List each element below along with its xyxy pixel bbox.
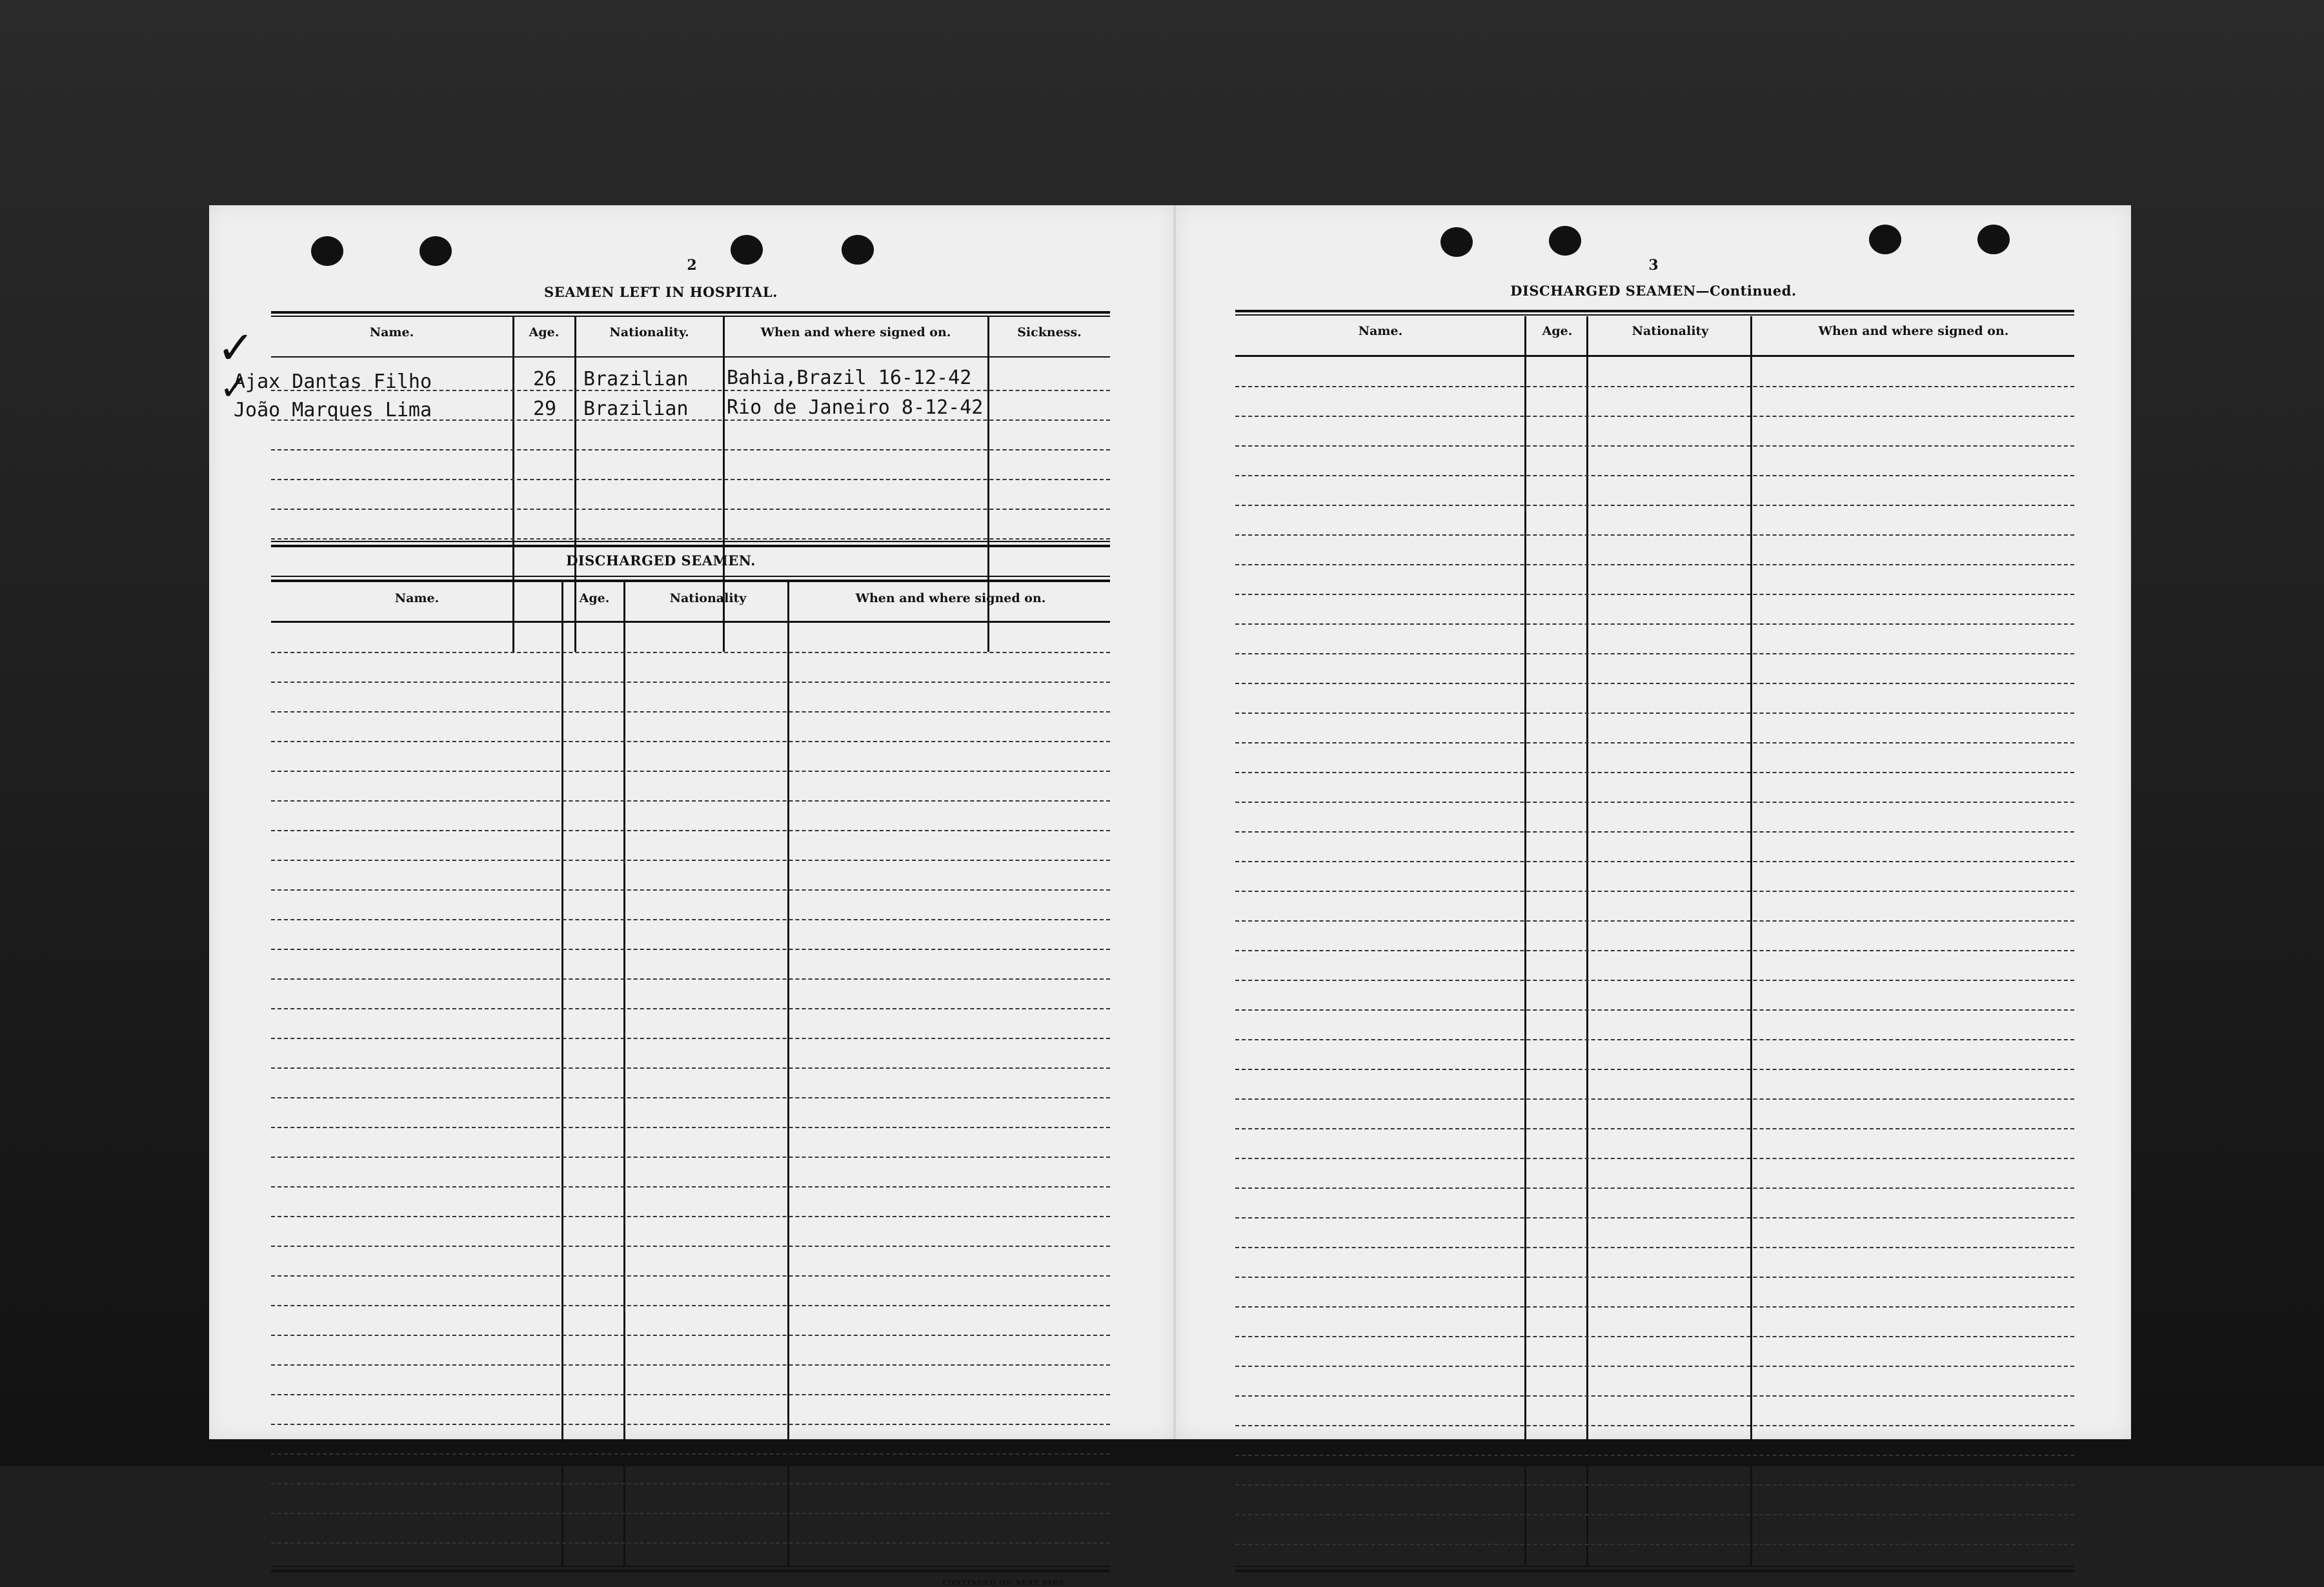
entry-nationality: Brazilian (583, 368, 689, 390)
header-age: Age. (529, 325, 560, 339)
row-line (1235, 980, 2074, 981)
row-line (271, 1394, 1110, 1395)
table-top-rule (271, 311, 1110, 314)
header-nationality: Nationality. (609, 325, 689, 339)
row-line (1235, 742, 2074, 743)
row-line (271, 1513, 1110, 1514)
row-line (271, 682, 1110, 683)
check-mark: ✓ (217, 321, 255, 374)
table-top-rule (271, 580, 1110, 582)
table-top-rule (1235, 314, 2074, 316)
row-line (1235, 683, 2074, 684)
row-line (271, 449, 1110, 450)
row-line (1235, 831, 2074, 833)
column-divider (1586, 316, 1588, 1567)
table-bottom-rule (1235, 1570, 2074, 1572)
row-line (271, 978, 1110, 980)
table-top-rule (271, 316, 1110, 317)
header-sickness: Sickness. (1017, 325, 1082, 339)
row-line (1235, 1188, 2074, 1189)
row-line (1235, 802, 2074, 803)
column-divider (787, 582, 789, 1567)
row-line (1235, 1484, 2074, 1486)
header-signed-on: When and where signed on. (1818, 324, 2009, 338)
row-line (1235, 1069, 2074, 1070)
row-line (1235, 594, 2074, 595)
entry-nationality: Brazilian (583, 398, 689, 420)
row-line (271, 1008, 1110, 1009)
row-line (271, 860, 1110, 861)
row-line (1235, 1455, 2074, 1456)
row-line (271, 1246, 1110, 1247)
discharged-section-title: DISCHARGED SEAMEN. (566, 552, 756, 569)
row-line (1235, 475, 2074, 476)
row-line (1235, 564, 2074, 565)
row-line (271, 1038, 1110, 1039)
row-line (1235, 1277, 2074, 1278)
header-bottom-rule (271, 356, 1110, 358)
row-line (271, 711, 1110, 713)
table-bottom-rule (271, 1570, 1110, 1572)
row-line (271, 509, 1110, 510)
row-line (271, 1305, 1110, 1306)
punch-hole (311, 236, 343, 266)
header-name: Name. (1358, 324, 1403, 338)
row-line (1235, 1098, 2074, 1100)
row-line (1235, 1217, 2074, 1218)
entry-name: João Marques Lima (234, 399, 432, 421)
punch-hole (419, 236, 452, 266)
row-line (271, 830, 1110, 831)
row-line (1235, 1336, 2074, 1337)
row-line (271, 1157, 1110, 1158)
row-line (1235, 1128, 2074, 1129)
row-line (1235, 534, 2074, 536)
row-line (271, 1453, 1110, 1455)
row-line (271, 652, 1110, 653)
row-line (271, 1424, 1110, 1425)
entry-age: 26 (533, 368, 557, 390)
row-line (271, 800, 1110, 802)
column-divider (623, 582, 625, 1567)
row-line (1235, 1544, 2074, 1545)
continued-note: CONTINUED ON NEXT PAGE. (942, 1579, 1068, 1587)
header-name: Name. (369, 325, 414, 339)
row-line (271, 771, 1110, 772)
punch-hole (842, 235, 874, 265)
page-number: 2 (687, 257, 697, 274)
row-line (1235, 1158, 2074, 1159)
row-line (1235, 713, 2074, 714)
row-line (1235, 1514, 2074, 1515)
header-bottom-rule (271, 621, 1110, 623)
row-line (1235, 891, 2074, 892)
row-line (1235, 1009, 2074, 1011)
row-line (271, 1186, 1110, 1188)
row-line (1235, 416, 2074, 417)
header-signed-on: When and where signed on. (760, 325, 951, 339)
left-page (209, 205, 1175, 1587)
row-line (271, 1483, 1110, 1484)
row-line (1235, 920, 2074, 922)
punch-hole (1549, 226, 1581, 256)
row-line (1235, 950, 2074, 951)
header-age: Age. (579, 591, 610, 605)
entry-signed-on: Rio de Janeiro 8-12-42 (727, 396, 984, 419)
header-nationality: Nationality (669, 591, 747, 605)
row-line (1235, 861, 2074, 862)
punch-hole (1869, 225, 1901, 254)
right-page (1176, 205, 2131, 1439)
column-divider (1750, 316, 1752, 1567)
row-line (1235, 1247, 2074, 1248)
section-divider-rule (271, 541, 1110, 542)
row-line (271, 1127, 1110, 1128)
row-line (271, 949, 1110, 950)
header-age: Age. (1542, 324, 1573, 338)
row-line (271, 538, 1110, 540)
row-line (271, 479, 1110, 480)
punch-hole (1440, 227, 1473, 257)
row-line (1235, 653, 2074, 654)
header-nationality: Nationality (1632, 324, 1709, 338)
row-line (1235, 1306, 2074, 1308)
punch-hole (731, 235, 763, 265)
row-line (271, 1067, 1110, 1069)
row-line (271, 1275, 1110, 1277)
row-line (271, 741, 1110, 742)
row-line (271, 1216, 1110, 1217)
column-divider (561, 582, 563, 1567)
header-signed-on: When and where signed on. (855, 591, 1046, 605)
table-top-rule (1235, 310, 2074, 312)
entry-name: Ajax Dantas Filho (234, 370, 432, 393)
table-top-rule (271, 576, 1110, 577)
row-line (271, 919, 1110, 920)
header-name: Name. (394, 591, 440, 605)
discharged-continued-title: DISCHARGED SEAMEN—Continued. (1510, 283, 1797, 299)
row-line (1235, 505, 2074, 506)
hospital-section-title: SEAMEN LEFT IN HOSPITAL. (544, 284, 778, 300)
entry-age: 29 (533, 398, 557, 420)
row-line (1235, 445, 2074, 447)
row-line (271, 1097, 1110, 1098)
check-mark: ✓ (219, 367, 249, 408)
column-divider (1524, 316, 1526, 1567)
row-line (271, 1364, 1110, 1366)
punch-hole (1977, 225, 2010, 254)
entry-signed-on: Bahia,Brazil 16-12-42 (727, 367, 972, 389)
row-line (1235, 1395, 2074, 1397)
row-line (271, 1335, 1110, 1336)
table-bottom-rule (271, 1566, 1110, 1567)
row-line (1235, 772, 2074, 773)
row-line (271, 1542, 1110, 1544)
section-divider-rule (271, 545, 1110, 547)
row-line (1235, 1366, 2074, 1367)
row-line (1235, 386, 2074, 387)
row-line (1235, 1039, 2074, 1040)
header-bottom-rule (1235, 355, 2074, 357)
row-line (1235, 623, 2074, 625)
page-number: 3 (1648, 257, 1659, 274)
row-line (1235, 1425, 2074, 1426)
row-line (271, 889, 1110, 891)
table-bottom-rule (1235, 1566, 2074, 1567)
